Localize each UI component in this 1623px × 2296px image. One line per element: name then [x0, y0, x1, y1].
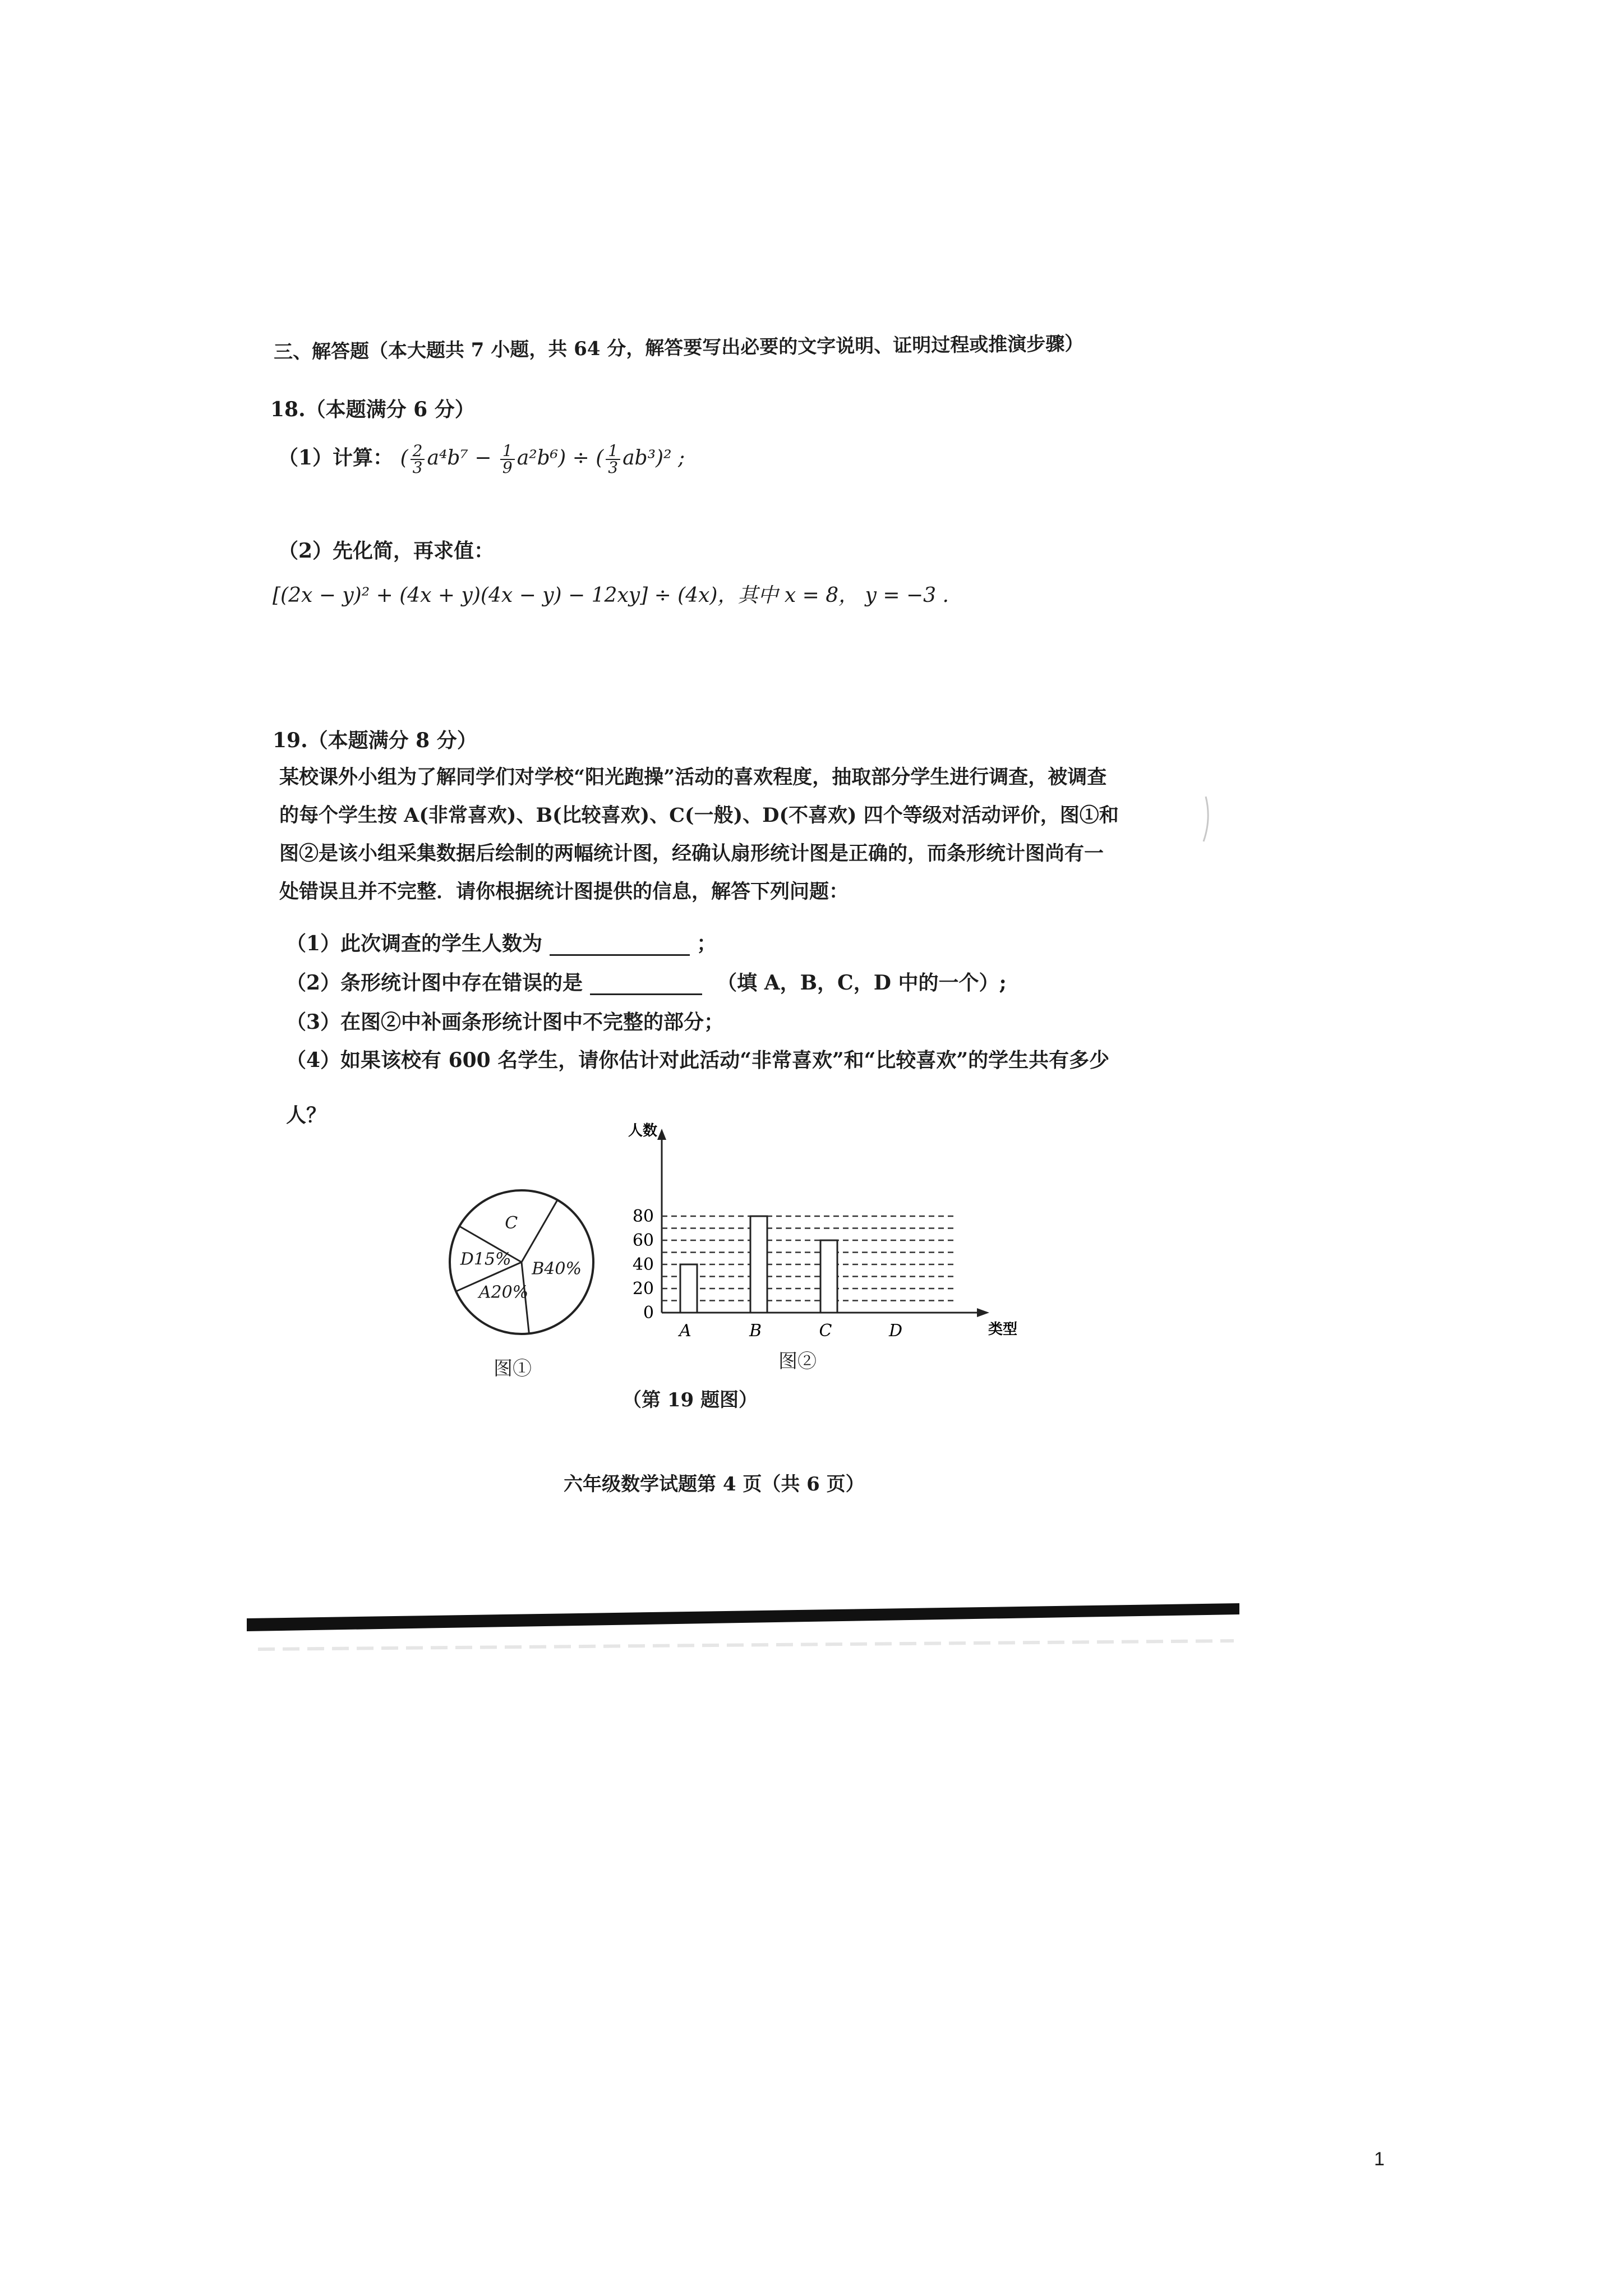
- section-heading: 三、解答题（本大题共 7 小题，共 64 分，解答要写出必要的文字说明、证明过程或推演步骤）: [273, 332, 1084, 364]
- q18-part1-label: （1）计算：: [278, 446, 394, 470]
- pie-label-A: A20%: [478, 1282, 529, 1303]
- x-axis-label: 类型: [988, 1321, 1018, 1338]
- q19-para-3: 图②是该小组采集数据后绘制的两幅统计图，经确认扇形统计图是正确的，而条形统计图尚有一: [279, 842, 1104, 865]
- x-tick-label-B: B: [749, 1321, 762, 1341]
- figure-caption: （第 19 题图）: [623, 1389, 758, 1411]
- page-footer: 六年级数学试题第 4 页（共 6 页）: [564, 1473, 865, 1496]
- fig2-caption: 图②: [778, 1350, 817, 1373]
- y-tick-label: 40: [632, 1255, 654, 1274]
- q19-sub2-text: （2）条形统计图中存在错误的是: [286, 971, 583, 995]
- bar-chart: [600, 1122, 1018, 1352]
- q19-sub3: （3）在图②中补画条形统计图中不完整的部分；: [286, 1010, 725, 1034]
- bar-C: [820, 1240, 837, 1313]
- q19-sub2-end: （填 A，B，C，D 中的一个）;: [717, 971, 1007, 995]
- q19-sub4b: 人？: [286, 1103, 327, 1127]
- pie-label-C: C: [505, 1213, 518, 1233]
- q18-part1-expression: ( $\frac{2}{3}$ a⁴b⁷ − $\frac{1}{9}$ a²b⁶) ÷ ( $\frac{1}{3}$ ab³)² ;: [400, 441, 685, 477]
- q19-para-1: 某校课外小组为了解同学们对学校“阳光跑操”活动的喜欢程度，抽取部分学生进行调查，被调查: [279, 766, 1107, 789]
- y-tick-label: 80: [632, 1207, 654, 1226]
- x-tick-label-D: D: [888, 1321, 903, 1341]
- page-number: 1: [1374, 2148, 1385, 2170]
- q19-sub1: [286, 931, 717, 956]
- q19-para-2: 的每个学生按 A(非常喜欢)、B(比较喜欢)、C(一般)、D(不喜欢) 四个等级对活动评价，图①和: [279, 804, 1119, 827]
- pie-label-B: B40%: [532, 1259, 582, 1279]
- q19-sub2: [286, 970, 1007, 995]
- x-tick-label-A: A: [679, 1321, 691, 1341]
- q19-para-4: 处错误且并不完整．请你根据统计图提供的信息，解答下列问题：: [279, 880, 849, 903]
- q18-title: 18.（本题满分 6 分）: [270, 398, 475, 421]
- q19-sub1-end: ；: [697, 932, 717, 955]
- y-tick-label: 20: [632, 1279, 654, 1299]
- q19-sub4a: （4）如果该校有 600 名学生，请你估计对此活动“非常喜欢”和“比较喜欢”的学生共有多少: [286, 1048, 1110, 1072]
- q19-title: 19.（本题满分 8 分）: [273, 729, 477, 752]
- x-axis-arrow: [977, 1308, 989, 1317]
- answer-blank-2[interactable]: [590, 973, 702, 995]
- y-axis-label: 人数: [628, 1122, 657, 1139]
- q18-part2-label: （2）先化简，再求值：: [278, 539, 495, 563]
- fig1-caption: 图①: [494, 1358, 532, 1380]
- bar-A: [680, 1264, 697, 1313]
- bar-B: [750, 1216, 767, 1313]
- pie-chart: [432, 1172, 611, 1352]
- q18-part2-expression: [(2x − y)² + (4x + y)(4x − y) − 12xy] ÷ (4x)，其中 x = 8， y = −3 .: [273, 584, 949, 607]
- pie-label-D: D15%: [460, 1249, 511, 1269]
- pie-slice-B: [522, 1200, 557, 1262]
- x-tick-label-C: C: [819, 1321, 832, 1341]
- q18-part1: [278, 443, 685, 476]
- answer-blank-1[interactable]: [550, 934, 690, 956]
- q19-sub1-text: （1）此次调查的学生人数为: [286, 932, 543, 955]
- y-tick-label: 0: [643, 1303, 654, 1323]
- y-axis-arrow: [657, 1129, 666, 1140]
- y-tick-label: 60: [632, 1231, 654, 1250]
